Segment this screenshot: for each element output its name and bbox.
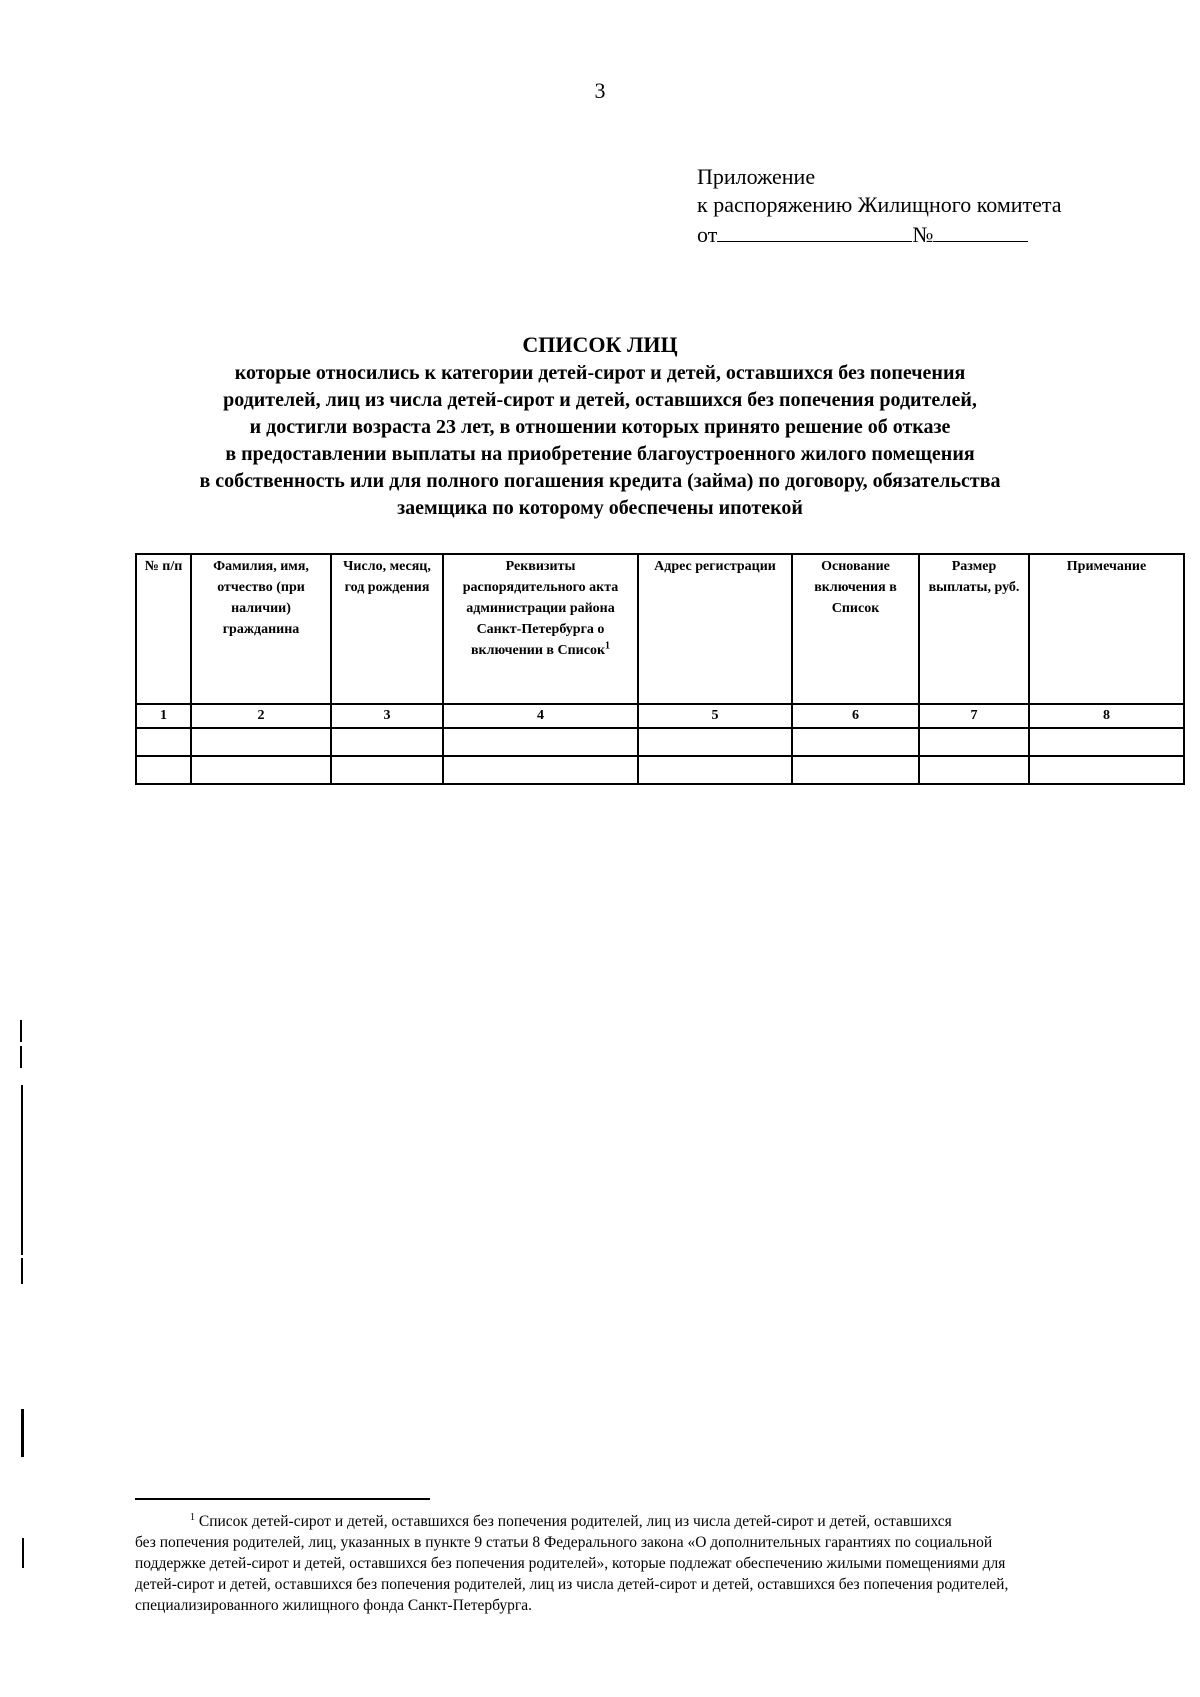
column-number: 6 [792,704,919,728]
subtitle-line: которые относились к категории детей-сирот и детей, оставшихся без попечения [234,362,966,384]
footnote-line [135,1511,1170,1532]
page-number: 3 [594,78,606,103]
column-number: 8 [1029,704,1184,728]
empty-cell [136,728,191,756]
scan-mark [21,1409,24,1457]
scan-mark [21,1258,23,1284]
footnote [135,1511,1170,1616]
empty-cell [1029,756,1184,784]
appendix-label: Приложение [697,164,816,189]
empty-cell [443,756,638,784]
header-row [136,554,1184,704]
column-number: 7 [919,704,1029,728]
register-table [135,553,1185,785]
document-subtitle [100,360,1100,522]
subtitle-line: в предоставлении выплаты на приобретение благоустроенного жилого помещения [225,443,975,465]
column-number: 3 [331,704,443,728]
header-cell-note: Примечание [1029,554,1184,704]
document-title: СПИСОК ЛИЦ [522,332,678,357]
empty-cell [919,756,1029,784]
footnote-line: поддержке детей-сирот и детей, оставшихся без попечения родителей», которые подлежат обеспечению жилыми помещениями для [135,1555,1006,1572]
subtitle-line: в собственность или для полного погашения кредита (займа) по договору, обязательства [199,470,1001,492]
empty-cell [1029,728,1184,756]
footnote-line: специализированного жилищного фонда Санкт-Петербурга. [135,1597,533,1614]
empty-cell [638,728,792,756]
empty-cell [191,728,331,756]
empty-cell [331,756,443,784]
empty-cell [136,756,191,784]
footnote-text: Список детей-сирот и детей, оставшихся без попечения родителей, лиц из числа детей-сирот и детей, оставшихся [198,1513,952,1530]
column-number: 5 [638,704,792,728]
table-row [136,756,1184,784]
header-cell-act-details [443,554,638,704]
table-row [136,728,1184,756]
date-blank [717,219,912,242]
header-cell-number: № п/п [136,554,191,704]
empty-cell [792,728,919,756]
appendix-date-number [697,219,1062,249]
footnote-line: без попечения родителей, лиц, указанных в пункте 9 статьи 8 Федерального закона «О дополнительных гарантиях по социальной [135,1534,993,1551]
empty-cell [443,728,638,756]
header-cell-payment: Размер выплаты, руб. [919,554,1029,704]
header-cell-basis: Основание включения в Список [792,554,919,704]
column-number: 1 [136,704,191,728]
column-number: 2 [191,704,331,728]
header-act-details-text: Реквизиты распорядительного акта администрации района Санкт-Петербурга о включении в Список [462,559,619,658]
scan-mark [21,1085,23,1255]
subtitle-line: родителей, лиц из числа детей-сирот и детей, оставшихся без попечения родителей, [223,389,977,411]
empty-cell [331,728,443,756]
subtitle-line: и достигли возраста 23 лет, в отношении которых принято решение об отказе [249,416,951,438]
scan-mark [20,1046,22,1068]
date-prefix: от [697,222,718,247]
empty-cell [191,756,331,784]
appendix-reference: к распоряжению Жилищного комитета [697,192,1062,217]
footnote-mark: 1 [190,1511,195,1523]
appendix-block [697,163,1062,249]
header-cell-address: Адрес регистрации [638,554,792,704]
subtitle-line: заемщика по которому обеспечены ипотекой [397,497,803,519]
number-blank [933,219,1028,242]
scan-mark [20,1020,22,1042]
column-number-row [136,704,1184,728]
footnote-line: детей-сирот и детей, оставшихся без попечения родителей, лиц из числа детей-сирот и детей, оставшихся без попечения родителей, [135,1576,1009,1593]
empty-cell [638,756,792,784]
header-cell-birth-date: Число, месяц, год рождения [331,554,443,704]
column-number: 4 [443,704,638,728]
number-sign: № [912,222,934,247]
scan-mark [22,1538,24,1568]
footnote-separator [135,1498,430,1500]
footnote-reference: 1 [605,640,611,652]
empty-cell [792,756,919,784]
header-cell-full-name: Фамилия, имя, отчество (при наличии) гражданина [191,554,331,704]
empty-cell [919,728,1029,756]
